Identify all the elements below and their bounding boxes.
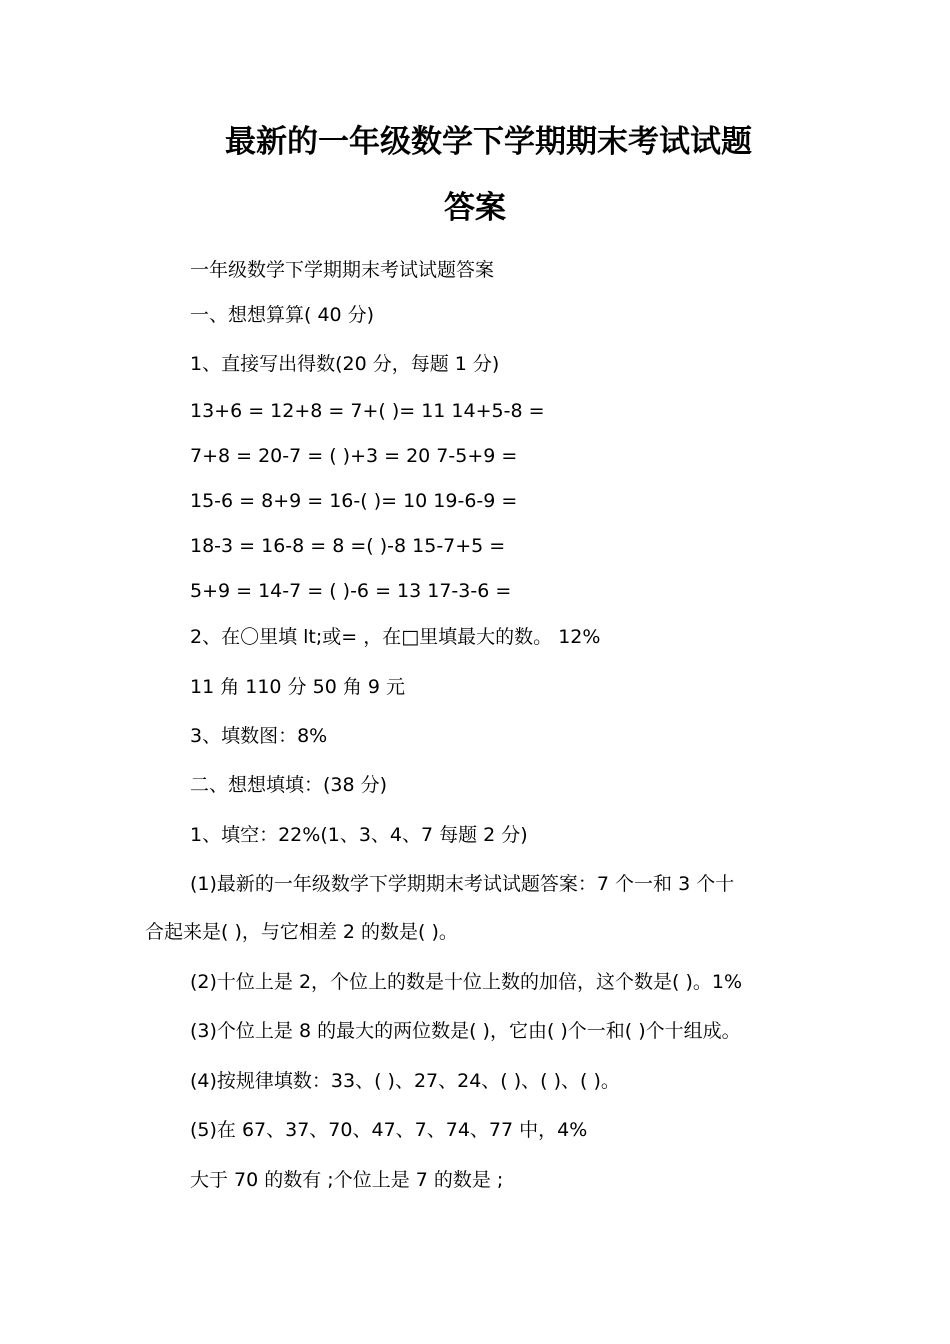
fill-in-heading: 1、填空：22%(1、3、4、7 每题 2 分) [190, 824, 528, 846]
question-2-heading: 2、在〇里填 lt;或= ，在□里填最大的数。 12% [190, 626, 601, 648]
fill-in-item-1-line-2: 合起来是( )，与它相差 2 的数是( )。 [145, 921, 458, 943]
question-1-heading: 1、直接写出得数(20 分，每题 1 分) [190, 353, 500, 375]
arithmetic-row-1: 13+6 = 12+8 = 7+( )= 11 14+5-8 = [190, 400, 545, 422]
section-one-heading: 一、想想算算( 40 分) [190, 304, 375, 326]
document-title-line-2: 答案 [444, 190, 506, 226]
fill-in-item-5-answer-line: 大于 70 的数有 ;个位上是 7 的数是 ; [190, 1169, 504, 1191]
arithmetic-row-5: 5+9 = 14-7 = ( )-6 = 13 17-3-6 = [190, 580, 512, 602]
document-title-line-1: 最新的一年级数学下学期期末考试试题 [225, 124, 752, 160]
fill-in-item-1-line-1: (1)最新的一年级数学下学期期末考试试题答案：7 个一和 3 个十 [190, 873, 735, 895]
arithmetic-row-2: 7+8 = 20-7 = ( )+3 = 20 7-5+9 = [190, 445, 518, 467]
fill-in-item-3: (3)个位上是 8 的最大的两位数是( )，它由( )个一和( )个十组成。 [190, 1020, 741, 1042]
subtitle-line: 一年级数学下学期期末考试试题答案 [190, 259, 495, 281]
money-comparison-line: 11 角 110 分 50 角 9 元 [190, 676, 405, 698]
fill-in-item-4: (4)按规律填数：33、( )、27、24、( )、( )、( )。 [190, 1070, 620, 1092]
fill-in-item-2: (2)十位上是 2，个位上的数是十位上数的加倍，这个数是( )。1% [190, 971, 743, 993]
fill-in-item-5: (5)在 67、37、70、47、7、74、77 中，4% [190, 1119, 588, 1141]
arithmetic-row-3: 15-6 = 8+9 = 16-( )= 10 19-6-9 = [190, 490, 518, 512]
arithmetic-row-4: 18-3 = 16-8 = 8 =( )-8 15-7+5 = [190, 535, 506, 557]
question-3-heading: 3、填数图：8% [190, 725, 328, 747]
section-two-heading: 二、想想填填：(38 分) [190, 774, 388, 796]
